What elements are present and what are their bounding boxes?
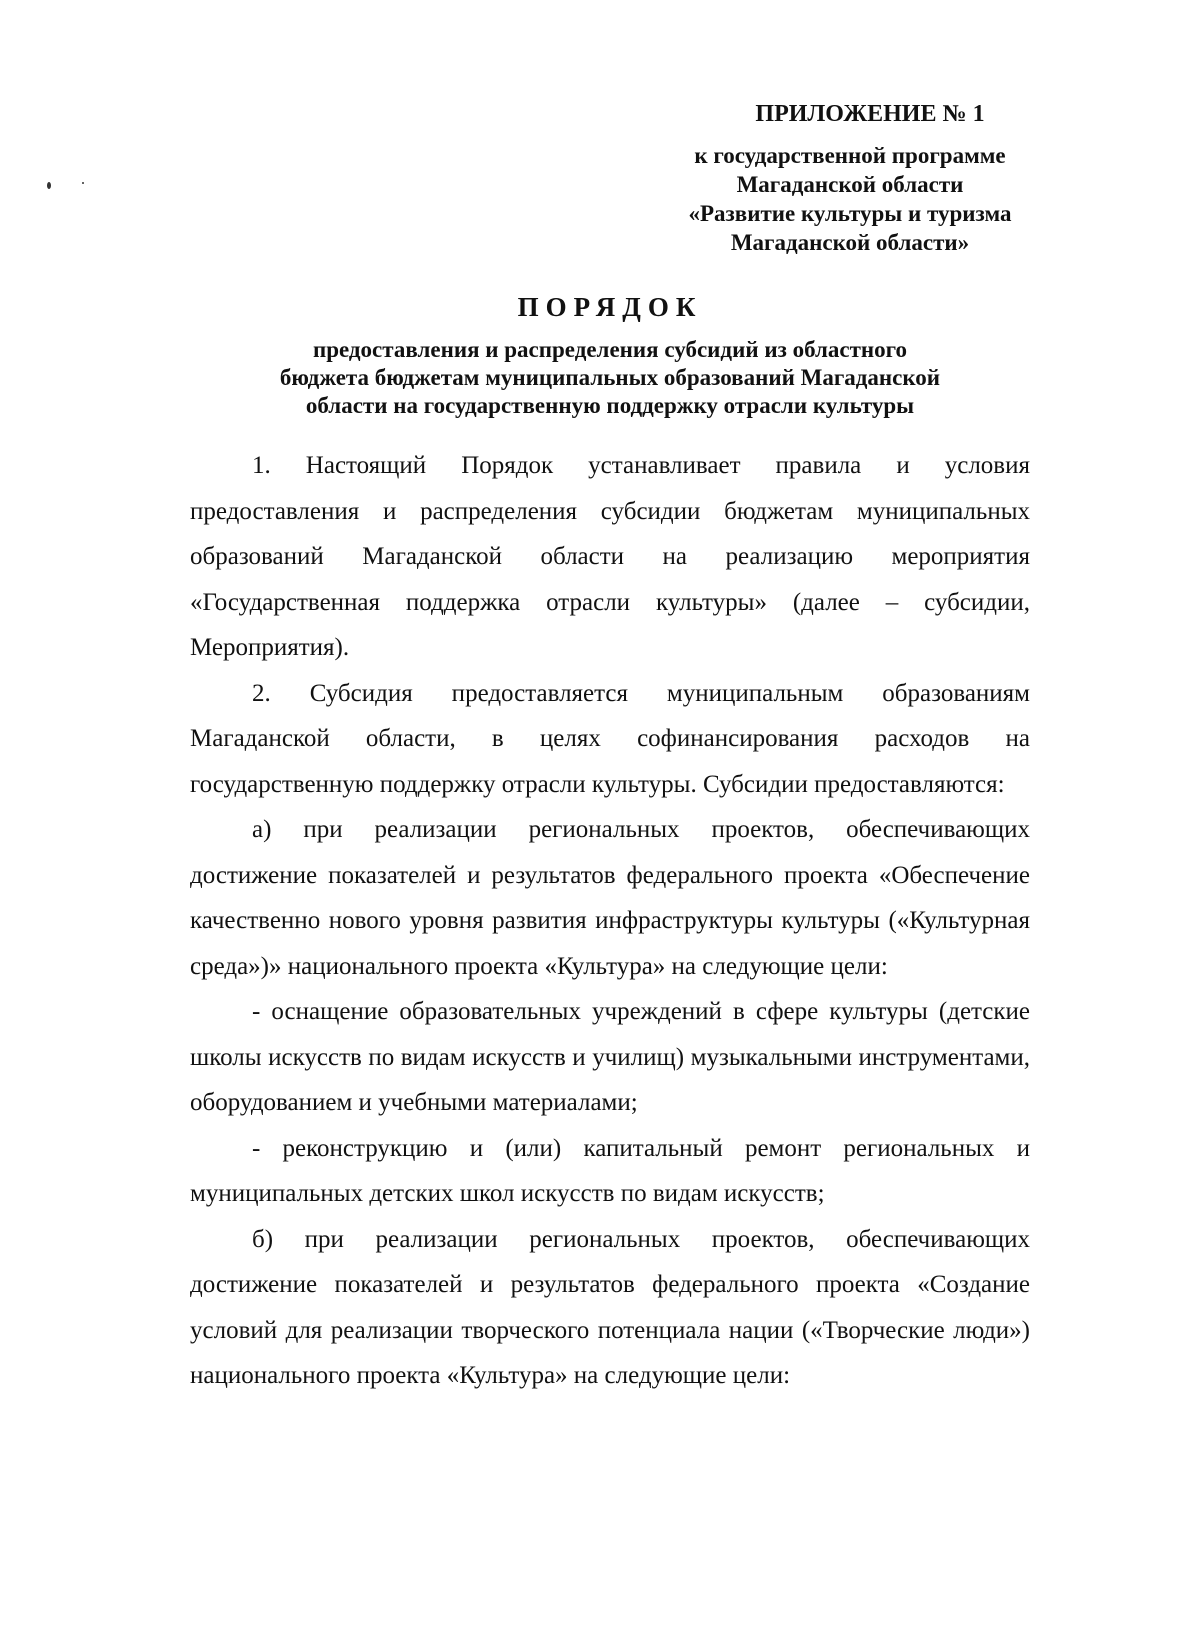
appendix-line: Магаданской области» <box>730 230 970 255</box>
appendix-line: Магаданской области <box>736 172 964 197</box>
paragraph: - реконструкцию и (или) капитальный ремонт региональных и муниципальных детских школ искусств по видам искусств; <box>190 1134 1030 1207</box>
appendix-line: к государственной программе <box>694 143 1006 168</box>
appendix-header <box>640 100 1060 257</box>
paragraph: 1. Настоящий Порядок устанавливает правила и условия предоставления и распределения субсидии бюджетам муниципальных образований Магаданской области на реализацию мероприятия «Государственная поддержка отрасли культуры» (далее – субсидии, Мероприятия). <box>190 452 1030 661</box>
scan-speck <box>82 182 84 184</box>
scan-speck <box>47 182 51 189</box>
appendix-line: «Развитие культуры и туризма <box>688 201 1012 226</box>
subtitle-line: предоставления и распределения субсидий из областного <box>312 337 908 362</box>
paragraph: б) при реализации региональных проектов, обеспечивающих достижение показателей и результатов федерального проекта «Создание условий для реализации творческого потенциала нации («Творческие люди») национального проекта «Культура» на следующие цели: <box>190 1225 1030 1389</box>
document-subtitle <box>190 336 1030 420</box>
document-title: ПОРЯДОК <box>517 292 703 322</box>
subtitle-line: бюджета бюджетам муниципальных образований Магаданской <box>279 365 941 390</box>
paragraph: а) при реализации региональных проектов, обеспечивающих достижение показателей и результатов федерального проекта «Обеспечение качественно нового уровня развития инфраструктуры культуры («Культурная среда»)» национального проекта «Культура» на следующие цели: <box>190 816 1030 980</box>
appendix-title: ПРИЛОЖЕНИЕ № 1 <box>755 101 985 127</box>
paragraph: - оснащение образовательных учреждений в сфере культуры (детские школы искусств по видам искусств и училищ) музыкальными инструментами, оборудованием и учебными материалами; <box>190 998 1030 1116</box>
subtitle-line: области на государственную поддержку отрасли культуры <box>305 393 915 418</box>
paragraph: 2. Субсидия предоставляется муниципальным образованиям Магаданской области, в целях софинансирования расходов на государственную поддержку отрасли культуры. Субсидии предоставляются: <box>190 679 1030 798</box>
document-body <box>190 443 1030 1399</box>
